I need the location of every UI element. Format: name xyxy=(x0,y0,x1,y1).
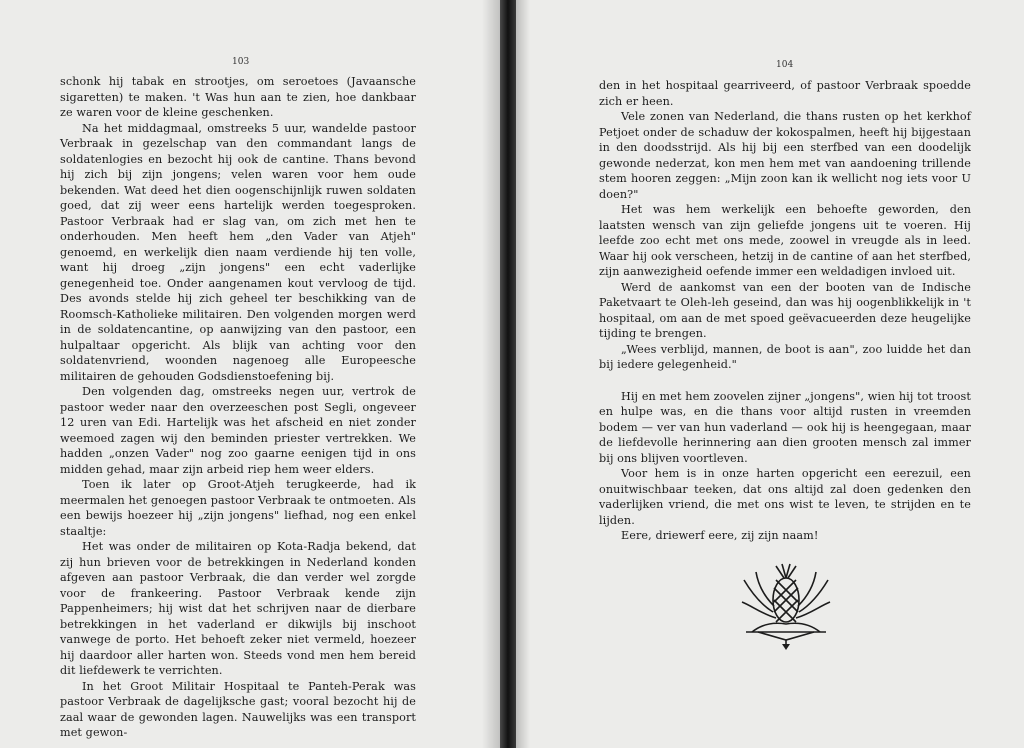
paragraph: den in het hospitaal gearriveerd, of pastoor Verbraak spoedde zich er heen. xyxy=(599,79,971,108)
paragraph: Toen ik later op Groot-Atjeh terugkeerde, had ik meermalen het genoegen pastoor Verbraak te ontmoeten. Als een bewijs hoezeer hij „zijn jongens" liefhad, nog een enkel staaltje: xyxy=(60,478,416,538)
left-page xyxy=(0,0,500,748)
left-page-text xyxy=(60,74,416,741)
pineapple-vignette-icon xyxy=(738,560,834,652)
paragraph: Werd de aankomst van een der booten van de Indische Paketvaart te Oleh-leh geseind, dan was hij oogenblikkelijk in 't hospitaal, om aan de met spoed geëvacueerden deze heugelijke tijding te brengen. xyxy=(599,280,971,340)
paragraph: Den volgenden dag, omstreeks negen uur, vertrok de pastoor weder naar den overzeeschen post Segli, ongeveer 12 uren van Edi. Hartelijk was het afscheid en niet zonder weemoed zagen wij den beminden priester vertrekken. We hadden „onzen Vader" nog zoo gaarne eenigen tijd in ons midden gehad, maar zijn arbeid riep hem weer elders. xyxy=(60,385,416,476)
page-number-left: 103 xyxy=(232,57,250,67)
page-number-right: 104 xyxy=(776,60,794,70)
paragraph: In het Groot Militair Hospitaal te Panteh-Perak was pastoor Verbraak de dagelijksche gast; vooral bezocht hij de zaal waar de gewonden lagen. Nauwelijks was een transport met gewon- xyxy=(60,679,416,739)
paragraph: Hij en met hem zoovelen zijner „jongens", wien hij tot troost en hulpe was, en die thans voor altijd rusten in vreemden bodem — ver van hun vaderland — ook hij is heengegaan, maar de liefdevolle herinnering aan dien grooten mensch zal immer bij ons blijven voortleven. xyxy=(599,389,971,465)
paragraph: Na het middagmaal, omstreeks 5 uur, wandelde pastoor Verbraak in gezelschap van den commandant langs de soldatenlogies en bezocht hij ook de cantine. Thans bevond hij zich bij zijn jongens; velen waren voor hem oude bekenden. Wat deed het dien oogenschijnlijk ruwen soldaten goed, dat zij weer eens hartelijk werden toegesproken. Pastoor Verbraak had er slag van, om zich met hen te onderhouden. Men heeft hem „den Vader van Atjeh" genoemd, en werkelijk dien naam verdiende hij ten volle, want hij droeg „zijn jongens" een echt vaderlijke genegenheid toe. Onder aangenamen kout vervloog de tijd. Des avonds stelde hij zich geheel ter beschikking van de Roomsch-Katholieke militairen. Den volgenden morgen werd in de soldatencantine, op aanwijzing van den pastoor, een hulpaltaar opgericht. Als blijk van achting voor den soldatenvriend, woonden nagenoeg alle Europeesche militairen de gehouden Godsdienstoefening bij. xyxy=(60,121,416,383)
paragraph: Het was onder de militairen op Kota-Radja bekend, dat zij hun brieven voor de betrekkingen in Nederland konden afgeven aan pastoor Verbraak, die dan verder wel zorgde voor de frankeering. Pastoor Verbraak kende zijn Pappenheimers; hij wist dat het schrijven naar de dierbare betrekkingen in het vaderland er dikwijls bij inschoot vanwege de porto. Het behoeft zeker niet vermeld, hoezeer hij daardoor aller harten won. Steeds vond men hem bereid dit liefdewerk te verrichten. xyxy=(60,540,416,677)
paragraph: Voor hem is in onze harten opgericht een eerezuil, een onuitwischbaar teeken, dat ons altijd zal doen gedenken den vaderlijken vriend, die met ons wist te leven, te strijden en te lijden. xyxy=(599,467,971,527)
paragraph: „Wees verblijd, mannen, de boot is aan", zoo luidde het dan bij iedere gelegenheid." xyxy=(599,342,971,371)
paragraph: Het was hem werkelijk een behoefte geworden, den laatsten wensch van zijn geliefde jongens uit te voeren. Hij leefde zoo echt met ons mede, zoowel in vreugde als in leed. Waar hij ook verscheen, hetzij in de cantine of aan het sterfbed, zijn aanwezigheid oefende immer een weldadigen invloed uit. xyxy=(599,203,971,278)
paragraph: schonk hij tabak en strootjes, om seroetoes (Javaansche sigaretten) te maken. 't Was hun aan te zien, hoe dankbaar ze waren voor de kleine geschenken. xyxy=(60,75,416,119)
paragraph: Vele zonen van Nederland, die thans rusten op het kerkhof Petjoet onder de schaduw der kokospalmen, heeft hij bijgestaan in den doodsstrijd. Als hij bij een sterfbed van een doodelijk gewonde nederzat, kon men hem met van aandoening trillende stem hooren zeggen: „Mijn zoon kan ik wellicht nog iets voor U doen?" xyxy=(599,110,971,201)
right-page xyxy=(516,0,1024,748)
book-gutter xyxy=(500,0,516,748)
right-page-text xyxy=(599,78,971,544)
paragraph: Eere, driewerf eere, zij zijn naam! xyxy=(621,529,819,542)
